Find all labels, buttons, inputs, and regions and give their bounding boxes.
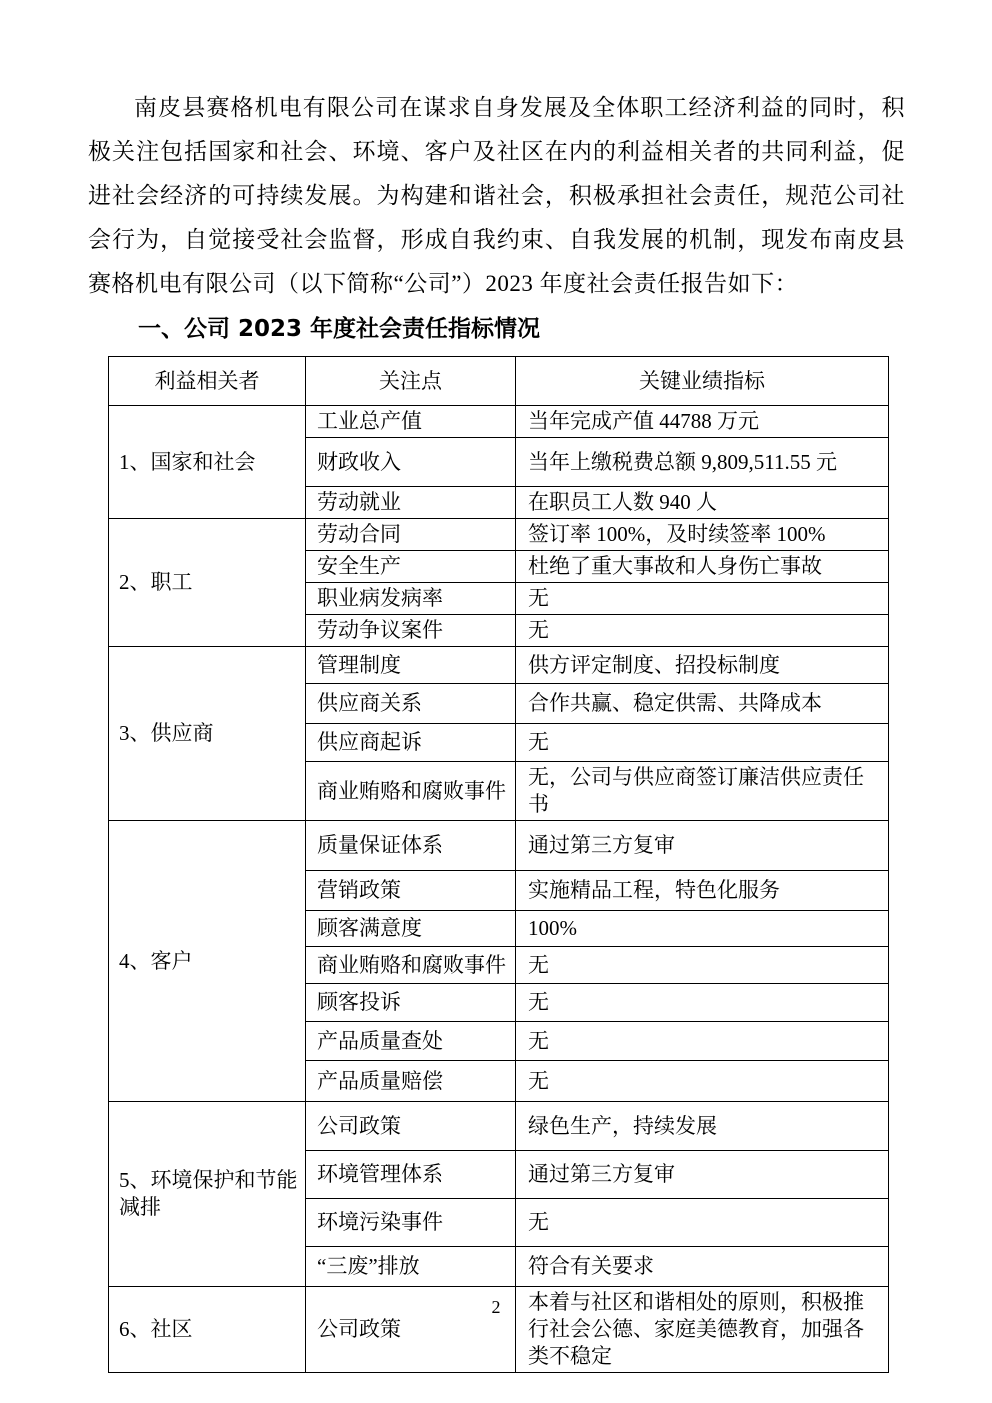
column-header-kpi: 关键业绩指标 xyxy=(516,357,889,406)
intro-paragraph: 南皮县赛格机电有限公司在谋求自身发展及全体职工经济利益的同时，积极关注包括国家和社会、环境、客户及社区在内的利益相关者的共同利益，促进社会经济的可持续发展。为构建和谐社会，积极承担社会责任，规范公司社会行为，自觉接受社会监督，形成自我约束、自我发展的机制，现发布南皮县赛格机电有限公司（以下简称“公司”）2023 年度社会责任报告如下： xyxy=(88,95,905,296)
focus-cell: 劳动争议案件 xyxy=(306,615,516,647)
page-number: 2 xyxy=(491,1297,501,1317)
kpi-cell: 签订率 100%，及时续签率 100% xyxy=(516,519,889,551)
kpi-cell: 在职员工人数 940 人 xyxy=(516,487,889,519)
kpi-cell: 无 xyxy=(516,583,889,615)
kpi-cell: 100% xyxy=(516,911,889,947)
focus-cell: 环境管理体系 xyxy=(306,1151,516,1199)
focus-cell: 环境污染事件 xyxy=(306,1199,516,1247)
kpi-cell: 无 xyxy=(516,615,889,647)
csr-indicators-table xyxy=(108,356,889,1373)
kpi-cell: 杜绝了重大事故和人身伤亡事故 xyxy=(516,551,889,583)
focus-cell: 管理制度 xyxy=(306,647,516,684)
kpi-cell: 无，公司与供应商签订廉洁供应责任书 xyxy=(516,762,889,821)
focus-cell: “三废”排放 xyxy=(306,1247,516,1287)
stakeholder-cell: 1、国家和社会 xyxy=(109,406,306,519)
focus-cell: 安全生产 xyxy=(306,551,516,583)
kpi-cell: 当年完成产值 44788 万元 xyxy=(516,406,889,438)
kpi-cell: 绿色生产，持续发展 xyxy=(516,1102,889,1151)
kpi-cell: 当年上缴税费总额 9,809,511.55 元 xyxy=(516,438,889,487)
focus-cell: 职业病发病率 xyxy=(306,583,516,615)
table-row xyxy=(109,1102,889,1151)
focus-cell: 顾客满意度 xyxy=(306,911,516,947)
focus-cell: 供应商起诉 xyxy=(306,724,516,762)
focus-cell: 产品质量赔偿 xyxy=(306,1061,516,1102)
kpi-cell: 无 xyxy=(516,1061,889,1102)
kpi-cell: 合作共赢、稳定供需、共降成本 xyxy=(516,684,889,724)
kpi-cell: 无 xyxy=(516,724,889,762)
section-heading: 一、公司 2023 年度社会责任指标情况 xyxy=(138,316,541,342)
kpi-cell: 供方评定制度、招投标制度 xyxy=(516,647,889,684)
focus-cell: 劳动就业 xyxy=(306,487,516,519)
kpi-cell: 无 xyxy=(516,947,889,984)
focus-cell: 顾客投诉 xyxy=(306,984,516,1022)
column-header-stakeholder: 利益相关者 xyxy=(109,357,306,406)
stakeholder-cell: 6、社区 xyxy=(109,1287,306,1373)
kpi-cell: 通过第三方复审 xyxy=(516,821,889,871)
focus-cell: 公司政策 xyxy=(306,1287,516,1373)
kpi-cell: 实施精品工程，特色化服务 xyxy=(516,871,889,911)
focus-cell: 供应商关系 xyxy=(306,684,516,724)
stakeholder-cell: 2、职工 xyxy=(109,519,306,647)
focus-cell: 产品质量查处 xyxy=(306,1022,516,1061)
table-header-row xyxy=(109,357,889,406)
table-row xyxy=(109,519,889,551)
kpi-cell: 本着与社区和谐相处的原则，积极推行社会公德、家庭美德教育，加强各类不稳定 xyxy=(516,1287,889,1373)
column-header-focus: 关注点 xyxy=(306,357,516,406)
table-row xyxy=(109,647,889,684)
focus-cell: 劳动合同 xyxy=(306,519,516,551)
focus-cell: 工业总产值 xyxy=(306,406,516,438)
kpi-cell: 无 xyxy=(516,1022,889,1061)
focus-cell: 质量保证体系 xyxy=(306,821,516,871)
kpi-cell: 通过第三方复审 xyxy=(516,1151,889,1199)
stakeholder-cell: 5、环境保护和节能减排 xyxy=(109,1102,306,1287)
kpi-cell: 无 xyxy=(516,984,889,1022)
focus-cell: 营销政策 xyxy=(306,871,516,911)
stakeholder-cell: 3、供应商 xyxy=(109,647,306,821)
focus-cell: 商业贿赂和腐败事件 xyxy=(306,762,516,821)
kpi-cell: 符合有关要求 xyxy=(516,1247,889,1287)
table-row xyxy=(109,821,889,871)
focus-cell: 财政收入 xyxy=(306,438,516,487)
kpi-cell: 无 xyxy=(516,1199,889,1247)
focus-cell: 公司政策 xyxy=(306,1102,516,1151)
focus-cell: 商业贿赂和腐败事件 xyxy=(306,947,516,984)
table-row xyxy=(109,406,889,438)
stakeholder-cell: 4、客户 xyxy=(109,821,306,1102)
